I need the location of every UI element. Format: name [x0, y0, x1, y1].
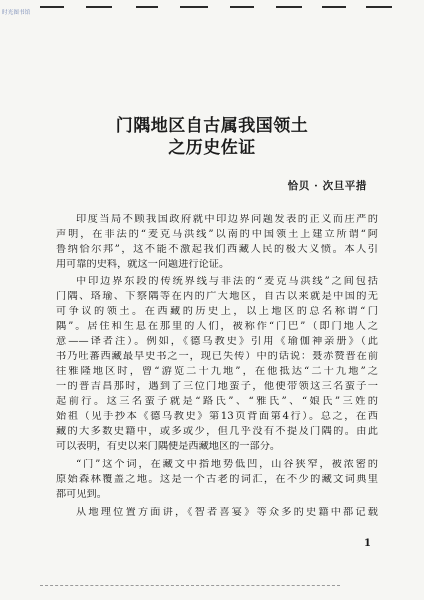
body-line: 书乃吐蕃西藏最早史书之一，现已失传）中的话说：聂赤赞普在前 [56, 351, 378, 362]
body-line: 一的普吉昌那时，遇到了三位门地蛮子，他便带领这三名蛮子一 [56, 381, 378, 392]
body-line: 可争议的领土。在西藏的历史上，以上地区的总名称谓“门 [56, 306, 378, 317]
body-line: 声明，在非法的“麦克马洪线”以南的中国领土上建立所谓“阿 [56, 229, 378, 240]
body-line: 中印边界东段的传统界线与非法的“麦克马洪线”之间包括 [76, 276, 378, 287]
bottom-edge-marks [40, 585, 340, 589]
body-line: “门”这个词，在藏文中指地势低凹，山谷狭窄，被浓密的 [76, 459, 378, 470]
body-line: 鲁纳恰尔邦”，这不能不激起我们西藏人民的极大义愤。本人引 [56, 244, 378, 255]
body-line: 可以表明，有史以来门隅便是西藏地区的一部分。 [56, 441, 281, 452]
body-line: 印度当局不顾我国政府就中印边界问题发表的正义而庄严的 [76, 214, 378, 225]
article-title: 门隅地区自古属我国领土 [115, 116, 309, 136]
body-line: 往雅隆地区时，曾“游览二十九地”，在他抵达“二十九地”之 [56, 366, 378, 377]
article-subtitle: 之历史佐证 [168, 138, 256, 158]
body-line: 隅”。居住和生息在那里的人们，被称作“门巴”（即门地人之 [56, 321, 378, 332]
body-line: 始祖（见手抄本《德乌教史》第13页背面第4行）。总之，在西 [56, 411, 378, 422]
body-line: 原始森林覆盖之地。这是一个古老的词汇，在不少的藏文词典里 [56, 474, 378, 485]
top-edge-marks [40, 6, 400, 10]
author-byline: 恰贝 · 次旦平措 [287, 180, 367, 192]
body-line: 藏的大多数史籍中，或多或少，但几乎没有不提及门隅的。由此 [56, 426, 378, 437]
body-line: 都可见到。 [56, 489, 107, 500]
body-line: 意——译者注）。例如，《德乌教史》引用《瑜伽神亲册》（此 [56, 336, 378, 347]
body-line: 起前行。这三名蛮子就是“路氏”、“雅氏”、“娘氏”三姓的 [56, 396, 378, 407]
body-line: 从地理位置方面讲，《智者喜宴》等众多的史籍中都记载 [76, 507, 378, 518]
body-line: 门隅、珞瑜、下察隅等在内的广大地区，自古以来就是中国的无 [56, 291, 378, 302]
page-number: 1 [364, 538, 371, 549]
watermark: 时光图书馆 [2, 10, 31, 16]
body-line: 用可靠的史料，就这一问题进行论证。 [56, 259, 230, 270]
